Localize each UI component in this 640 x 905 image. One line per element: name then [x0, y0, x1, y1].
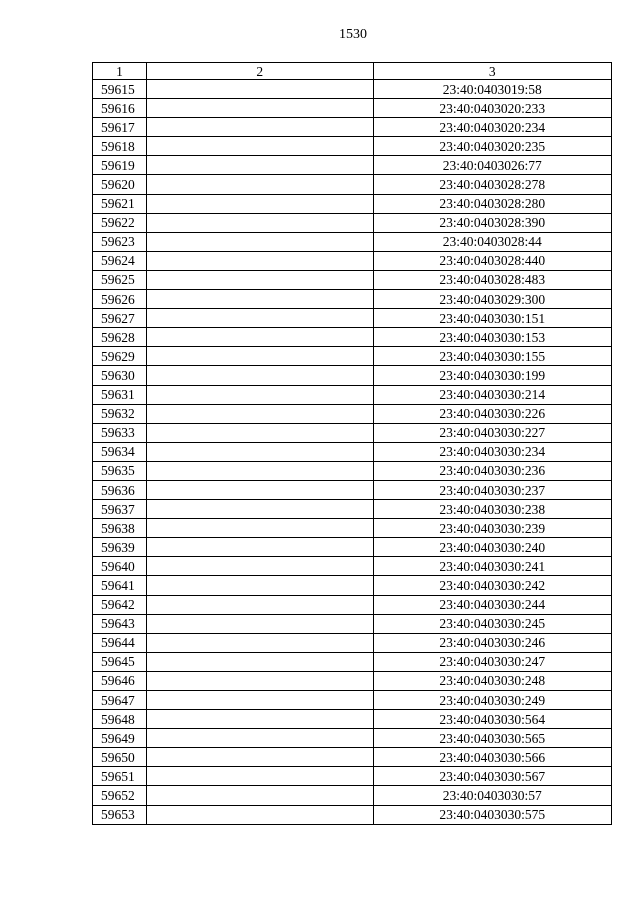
table-row: [93, 633, 612, 652]
table-row: [93, 480, 612, 499]
empty-cell: [147, 156, 373, 175]
table-row: [93, 118, 612, 137]
cadastral-number-cell: 23:40:0403020:235: [373, 137, 611, 156]
table-row: [93, 366, 612, 385]
row-number-cell: 59649: [93, 729, 147, 748]
row-number-cell: 59631: [93, 385, 147, 404]
table-row: [93, 194, 612, 213]
cadastral-number-cell: 23:40:0403030:199: [373, 366, 611, 385]
table-body: [93, 80, 612, 825]
cadastral-number-cell: 23:40:0403030:564: [373, 710, 611, 729]
row-number-cell: 59644: [93, 633, 147, 652]
cadastral-number-cell: 23:40:0403026:77: [373, 156, 611, 175]
empty-cell: [147, 290, 373, 309]
row-number-cell: 59615: [93, 80, 147, 99]
table-row: [93, 251, 612, 270]
cadastral-number-cell: 23:40:0403030:239: [373, 519, 611, 538]
page-number: 1530: [339, 27, 367, 42]
table-row: [93, 576, 612, 595]
table-row: [93, 538, 612, 557]
cadastral-number-cell: 23:40:0403030:245: [373, 614, 611, 633]
empty-cell: [147, 232, 373, 251]
empty-cell: [147, 748, 373, 767]
row-number-cell: 59627: [93, 309, 147, 328]
row-number-cell: 59652: [93, 786, 147, 805]
row-number-cell: 59650: [93, 748, 147, 767]
empty-cell: [147, 366, 373, 385]
row-number-cell: 59621: [93, 194, 147, 213]
table-row: [93, 175, 612, 194]
row-number-cell: 59616: [93, 99, 147, 118]
row-number-cell: 59622: [93, 213, 147, 232]
cadastral-number-cell: 23:40:0403028:483: [373, 270, 611, 289]
empty-cell: [147, 595, 373, 614]
row-number-cell: 59636: [93, 480, 147, 499]
cadastral-number-cell: 23:40:0403030:565: [373, 729, 611, 748]
cadastral-number-cell: 23:40:0403030:57: [373, 786, 611, 805]
row-number-cell: 59637: [93, 500, 147, 519]
column-header-3: 3: [373, 63, 611, 80]
cadastral-number-cell: 23:40:0403030:214: [373, 385, 611, 404]
table-row: [93, 347, 612, 366]
empty-cell: [147, 99, 373, 118]
row-number-cell: 59653: [93, 805, 147, 824]
empty-cell: [147, 442, 373, 461]
table-header-row: [93, 63, 612, 80]
row-number-cell: 59638: [93, 519, 147, 538]
table-row: [93, 671, 612, 690]
empty-cell: [147, 480, 373, 499]
row-number-cell: 59646: [93, 671, 147, 690]
table-row: [93, 156, 612, 175]
cadastral-number-cell: 23:40:0403020:233: [373, 99, 611, 118]
table-row: [93, 748, 612, 767]
empty-cell: [147, 519, 373, 538]
cadastral-number-cell: 23:40:0403030:227: [373, 423, 611, 442]
cadastral-number-cell: 23:40:0403030:241: [373, 557, 611, 576]
table-row: [93, 404, 612, 423]
empty-cell: [147, 213, 373, 232]
column-header-2: 2: [147, 63, 373, 80]
table-row: [93, 691, 612, 710]
cadastral-number-cell: 23:40:0403028:44: [373, 232, 611, 251]
row-number-cell: 59648: [93, 710, 147, 729]
table-row: [93, 328, 612, 347]
row-number-cell: 59624: [93, 251, 147, 270]
table-row: [93, 423, 612, 442]
table-row: [93, 767, 612, 786]
row-number-cell: 59641: [93, 576, 147, 595]
empty-cell: [147, 309, 373, 328]
empty-cell: [147, 729, 373, 748]
row-number-cell: 59642: [93, 595, 147, 614]
table-row: [93, 385, 612, 404]
cadastral-number-cell: 23:40:0403030:240: [373, 538, 611, 557]
table-row: [93, 270, 612, 289]
cadastral-number-cell: 23:40:0403028:280: [373, 194, 611, 213]
empty-cell: [147, 710, 373, 729]
empty-cell: [147, 767, 373, 786]
empty-cell: [147, 671, 373, 690]
row-number-cell: 59633: [93, 423, 147, 442]
row-number-cell: 59623: [93, 232, 147, 251]
empty-cell: [147, 805, 373, 824]
table-row: [93, 80, 612, 99]
row-number-cell: 59628: [93, 328, 147, 347]
cadastral-number-cell: 23:40:0403020:234: [373, 118, 611, 137]
row-number-cell: 59625: [93, 270, 147, 289]
table-row: [93, 99, 612, 118]
row-number-cell: 59640: [93, 557, 147, 576]
row-number-cell: 59629: [93, 347, 147, 366]
empty-cell: [147, 175, 373, 194]
empty-cell: [147, 461, 373, 480]
cadastral-number-cell: 23:40:0403030:566: [373, 748, 611, 767]
cadastral-number-cell: 23:40:0403030:226: [373, 404, 611, 423]
cadastral-number-cell: 23:40:0403030:248: [373, 671, 611, 690]
cadastral-number-cell: 23:40:0403030:242: [373, 576, 611, 595]
table-row: [93, 614, 612, 633]
cadastral-number-cell: 23:40:0403029:300: [373, 290, 611, 309]
table-row: [93, 786, 612, 805]
table-row: [93, 557, 612, 576]
row-number-cell: 59635: [93, 461, 147, 480]
cadastral-number-cell: 23:40:0403030:567: [373, 767, 611, 786]
empty-cell: [147, 423, 373, 442]
cadastral-number-cell: 23:40:0403030:246: [373, 633, 611, 652]
row-number-cell: 59643: [93, 614, 147, 633]
table-row: [93, 805, 612, 824]
table-row: [93, 290, 612, 309]
cadastral-number-cell: 23:40:0403028:440: [373, 251, 611, 270]
empty-cell: [147, 576, 373, 595]
empty-cell: [147, 194, 373, 213]
empty-cell: [147, 137, 373, 156]
empty-cell: [147, 557, 373, 576]
row-number-cell: 59632: [93, 404, 147, 423]
empty-cell: [147, 251, 373, 270]
empty-cell: [147, 633, 373, 652]
row-number-cell: 59634: [93, 442, 147, 461]
cadastral-number-cell: 23:40:0403030:236: [373, 461, 611, 480]
empty-cell: [147, 385, 373, 404]
cadastral-number-cell: 23:40:0403030:151: [373, 309, 611, 328]
empty-cell: [147, 691, 373, 710]
empty-cell: [147, 614, 373, 633]
row-number-cell: 59620: [93, 175, 147, 194]
row-number-cell: 59630: [93, 366, 147, 385]
table-row: [93, 519, 612, 538]
table-row: [93, 232, 612, 251]
cadastral-number-cell: 23:40:0403028:278: [373, 175, 611, 194]
table-row: [93, 710, 612, 729]
table-row: [93, 442, 612, 461]
cadastral-number-cell: 23:40:0403030:155: [373, 347, 611, 366]
row-number-cell: 59618: [93, 137, 147, 156]
empty-cell: [147, 404, 373, 423]
empty-cell: [147, 652, 373, 671]
row-number-cell: 59617: [93, 118, 147, 137]
cadastral-number-cell: 23:40:0403030:575: [373, 805, 611, 824]
row-number-cell: 59619: [93, 156, 147, 175]
table-row: [93, 652, 612, 671]
cadastral-number-cell: 23:40:0403030:234: [373, 442, 611, 461]
cadastral-number-cell: 23:40:0403028:390: [373, 213, 611, 232]
cadastral-number-cell: 23:40:0403030:237: [373, 480, 611, 499]
table-row: [93, 461, 612, 480]
empty-cell: [147, 270, 373, 289]
row-number-cell: 59647: [93, 691, 147, 710]
cadastral-number-cell: 23:40:0403030:238: [373, 500, 611, 519]
table-row: [93, 309, 612, 328]
cadastral-number-cell: 23:40:0403030:244: [373, 595, 611, 614]
table-row: [93, 137, 612, 156]
empty-cell: [147, 500, 373, 519]
empty-cell: [147, 328, 373, 347]
row-number-cell: 59639: [93, 538, 147, 557]
empty-cell: [147, 786, 373, 805]
row-number-cell: 59651: [93, 767, 147, 786]
cadastral-number-cell: 23:40:0403019:58: [373, 80, 611, 99]
table-row: [93, 213, 612, 232]
row-number-cell: 59626: [93, 290, 147, 309]
cadastral-number-cell: 23:40:0403030:247: [373, 652, 611, 671]
cadastral-number-cell: 23:40:0403030:249: [373, 691, 611, 710]
data-table: [92, 62, 612, 825]
empty-cell: [147, 538, 373, 557]
empty-cell: [147, 118, 373, 137]
empty-cell: [147, 347, 373, 366]
cadastral-number-cell: 23:40:0403030:153: [373, 328, 611, 347]
table-row: [93, 500, 612, 519]
table-row: [93, 729, 612, 748]
column-header-1: 1: [93, 63, 147, 80]
row-number-cell: 59645: [93, 652, 147, 671]
table-row: [93, 595, 612, 614]
empty-cell: [147, 80, 373, 99]
